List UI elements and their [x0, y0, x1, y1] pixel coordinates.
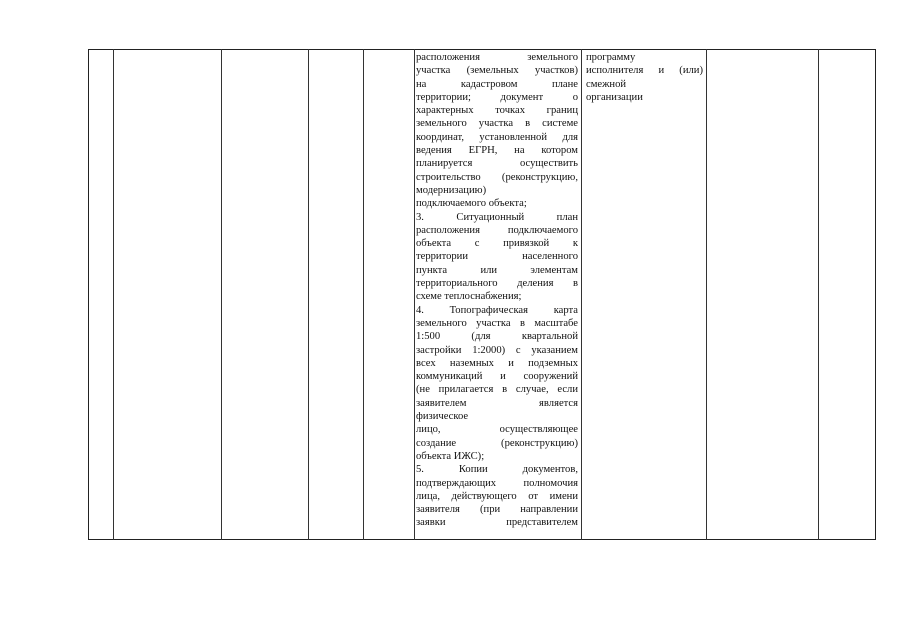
text-line: (не прилагается в случае, если [416, 384, 578, 396]
text-line: 1:500 (для квартальной [416, 331, 578, 343]
column-divider [113, 49, 114, 540]
text-line: лицо, осуществляющее [416, 424, 578, 436]
column-divider [581, 49, 582, 540]
text-line: исполнителя и (или) [586, 65, 703, 77]
text-line: расположения земельного [416, 52, 578, 63]
text-line: программу [586, 52, 636, 63]
text-line: участка (земельных участков) [416, 65, 578, 77]
text-line: подтверждающих полномочия [416, 477, 578, 489]
required-documents-cell [416, 51, 578, 530]
text-line: характерных точках границ [416, 105, 578, 117]
column-divider [363, 49, 364, 540]
text-line: физическое [416, 411, 469, 423]
text-line: модернизацию) [416, 184, 487, 196]
column-divider [706, 49, 707, 540]
text-line: планируется осуществить [416, 158, 578, 170]
text-line: организации [586, 91, 643, 103]
text-line: объекта ИЖС); [416, 450, 485, 462]
text-line: 4. Топографическая карта [416, 304, 578, 316]
column-divider [818, 49, 819, 540]
column-divider [414, 49, 415, 540]
text-line: земельного участка в масштабе [416, 317, 578, 329]
text-line: территории населенного [416, 251, 578, 263]
text-line: заявителем является [416, 397, 578, 409]
text-line: расположения подключаемого [416, 224, 578, 236]
text-line: схеме теплоснабжения; [416, 291, 522, 303]
text-line: на кадастровом плане [416, 78, 578, 90]
column-divider [221, 49, 222, 540]
text-line: заявки представителем [416, 517, 578, 529]
text-line: территориального деления в [416, 278, 578, 290]
text-line: территории; документ о [416, 91, 578, 103]
notes-cell [586, 51, 703, 104]
column-divider [308, 49, 309, 540]
text-line: строительство (реконструкцию, [416, 171, 578, 183]
text-line: заявителя (при направлении [416, 504, 578, 516]
text-line: объекта с привязкой к [416, 238, 578, 250]
text-line: ведения ЕГРН, на котором [416, 145, 578, 157]
text-line: всех наземных и подземных [416, 357, 578, 369]
text-line: 5. Копии документов, [416, 464, 578, 476]
text-line: коммуникаций и сооружений [416, 371, 578, 383]
text-line: подключаемого объекта; [416, 198, 527, 210]
text-line: застройки 1:2000) с указанием [416, 344, 578, 356]
text-line: создание (реконструкцию) [416, 437, 578, 449]
text-line: координат, установленной для [416, 131, 578, 143]
text-line: пункта или элементам [416, 264, 578, 276]
text-line: смежной [586, 78, 627, 90]
text-line: земельного участка в системе [416, 118, 578, 130]
text-line: лица, действующего от имени [416, 490, 578, 502]
text-line: 3. Ситуационный план [416, 211, 578, 223]
